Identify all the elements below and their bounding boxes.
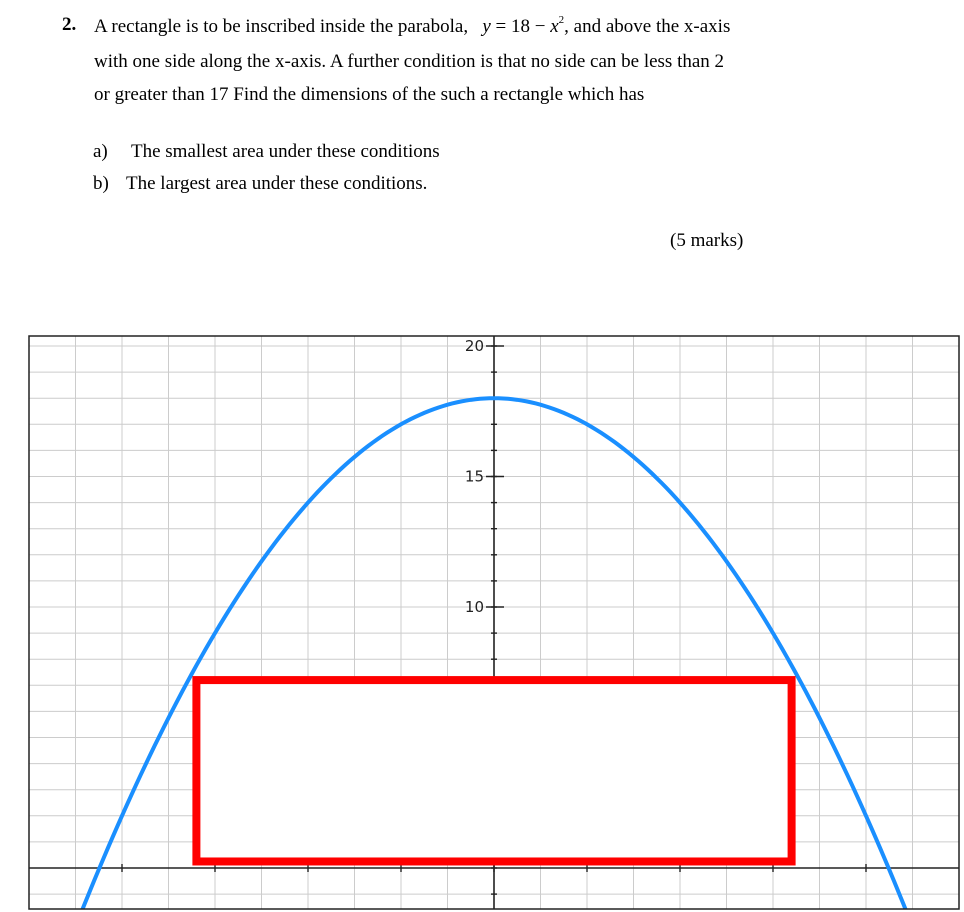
- equation-y: y: [482, 16, 491, 37]
- question-line-1: [94, 14, 730, 38]
- question-line-2: with one side along the x-axis. A further condition is that no side can be less than 2: [94, 51, 725, 72]
- inscribed-rectangle: [196, 680, 791, 861]
- rectangle-layer: [196, 680, 791, 861]
- equation-constant: = 18 −: [490, 16, 551, 37]
- parabola-graph: [0, 330, 964, 912]
- marks-label: (5 marks): [670, 230, 744, 251]
- question-line-1-after: , and above the x-axis: [564, 16, 731, 37]
- part-b-letter: b): [93, 173, 109, 194]
- parabola-equation: [473, 16, 564, 37]
- question-number: 2.: [62, 14, 77, 35]
- part-a-letter: a): [93, 141, 108, 162]
- y-tick-label: 10: [464, 598, 484, 616]
- y-tick-label: 20: [464, 337, 484, 355]
- equation-power: 2: [558, 14, 565, 26]
- part-a-text: The smallest area under these conditions: [131, 141, 440, 162]
- part-b-text: The largest area under these conditions.: [126, 173, 428, 194]
- question-line-3: or greater than 17 Find the dimensions of the such a rectangle which has: [94, 84, 645, 105]
- y-tick-label: 15: [464, 467, 484, 486]
- question-line-1-before: A rectangle is to be inscribed inside the parabola,: [94, 16, 469, 37]
- equation-x: x: [550, 16, 559, 37]
